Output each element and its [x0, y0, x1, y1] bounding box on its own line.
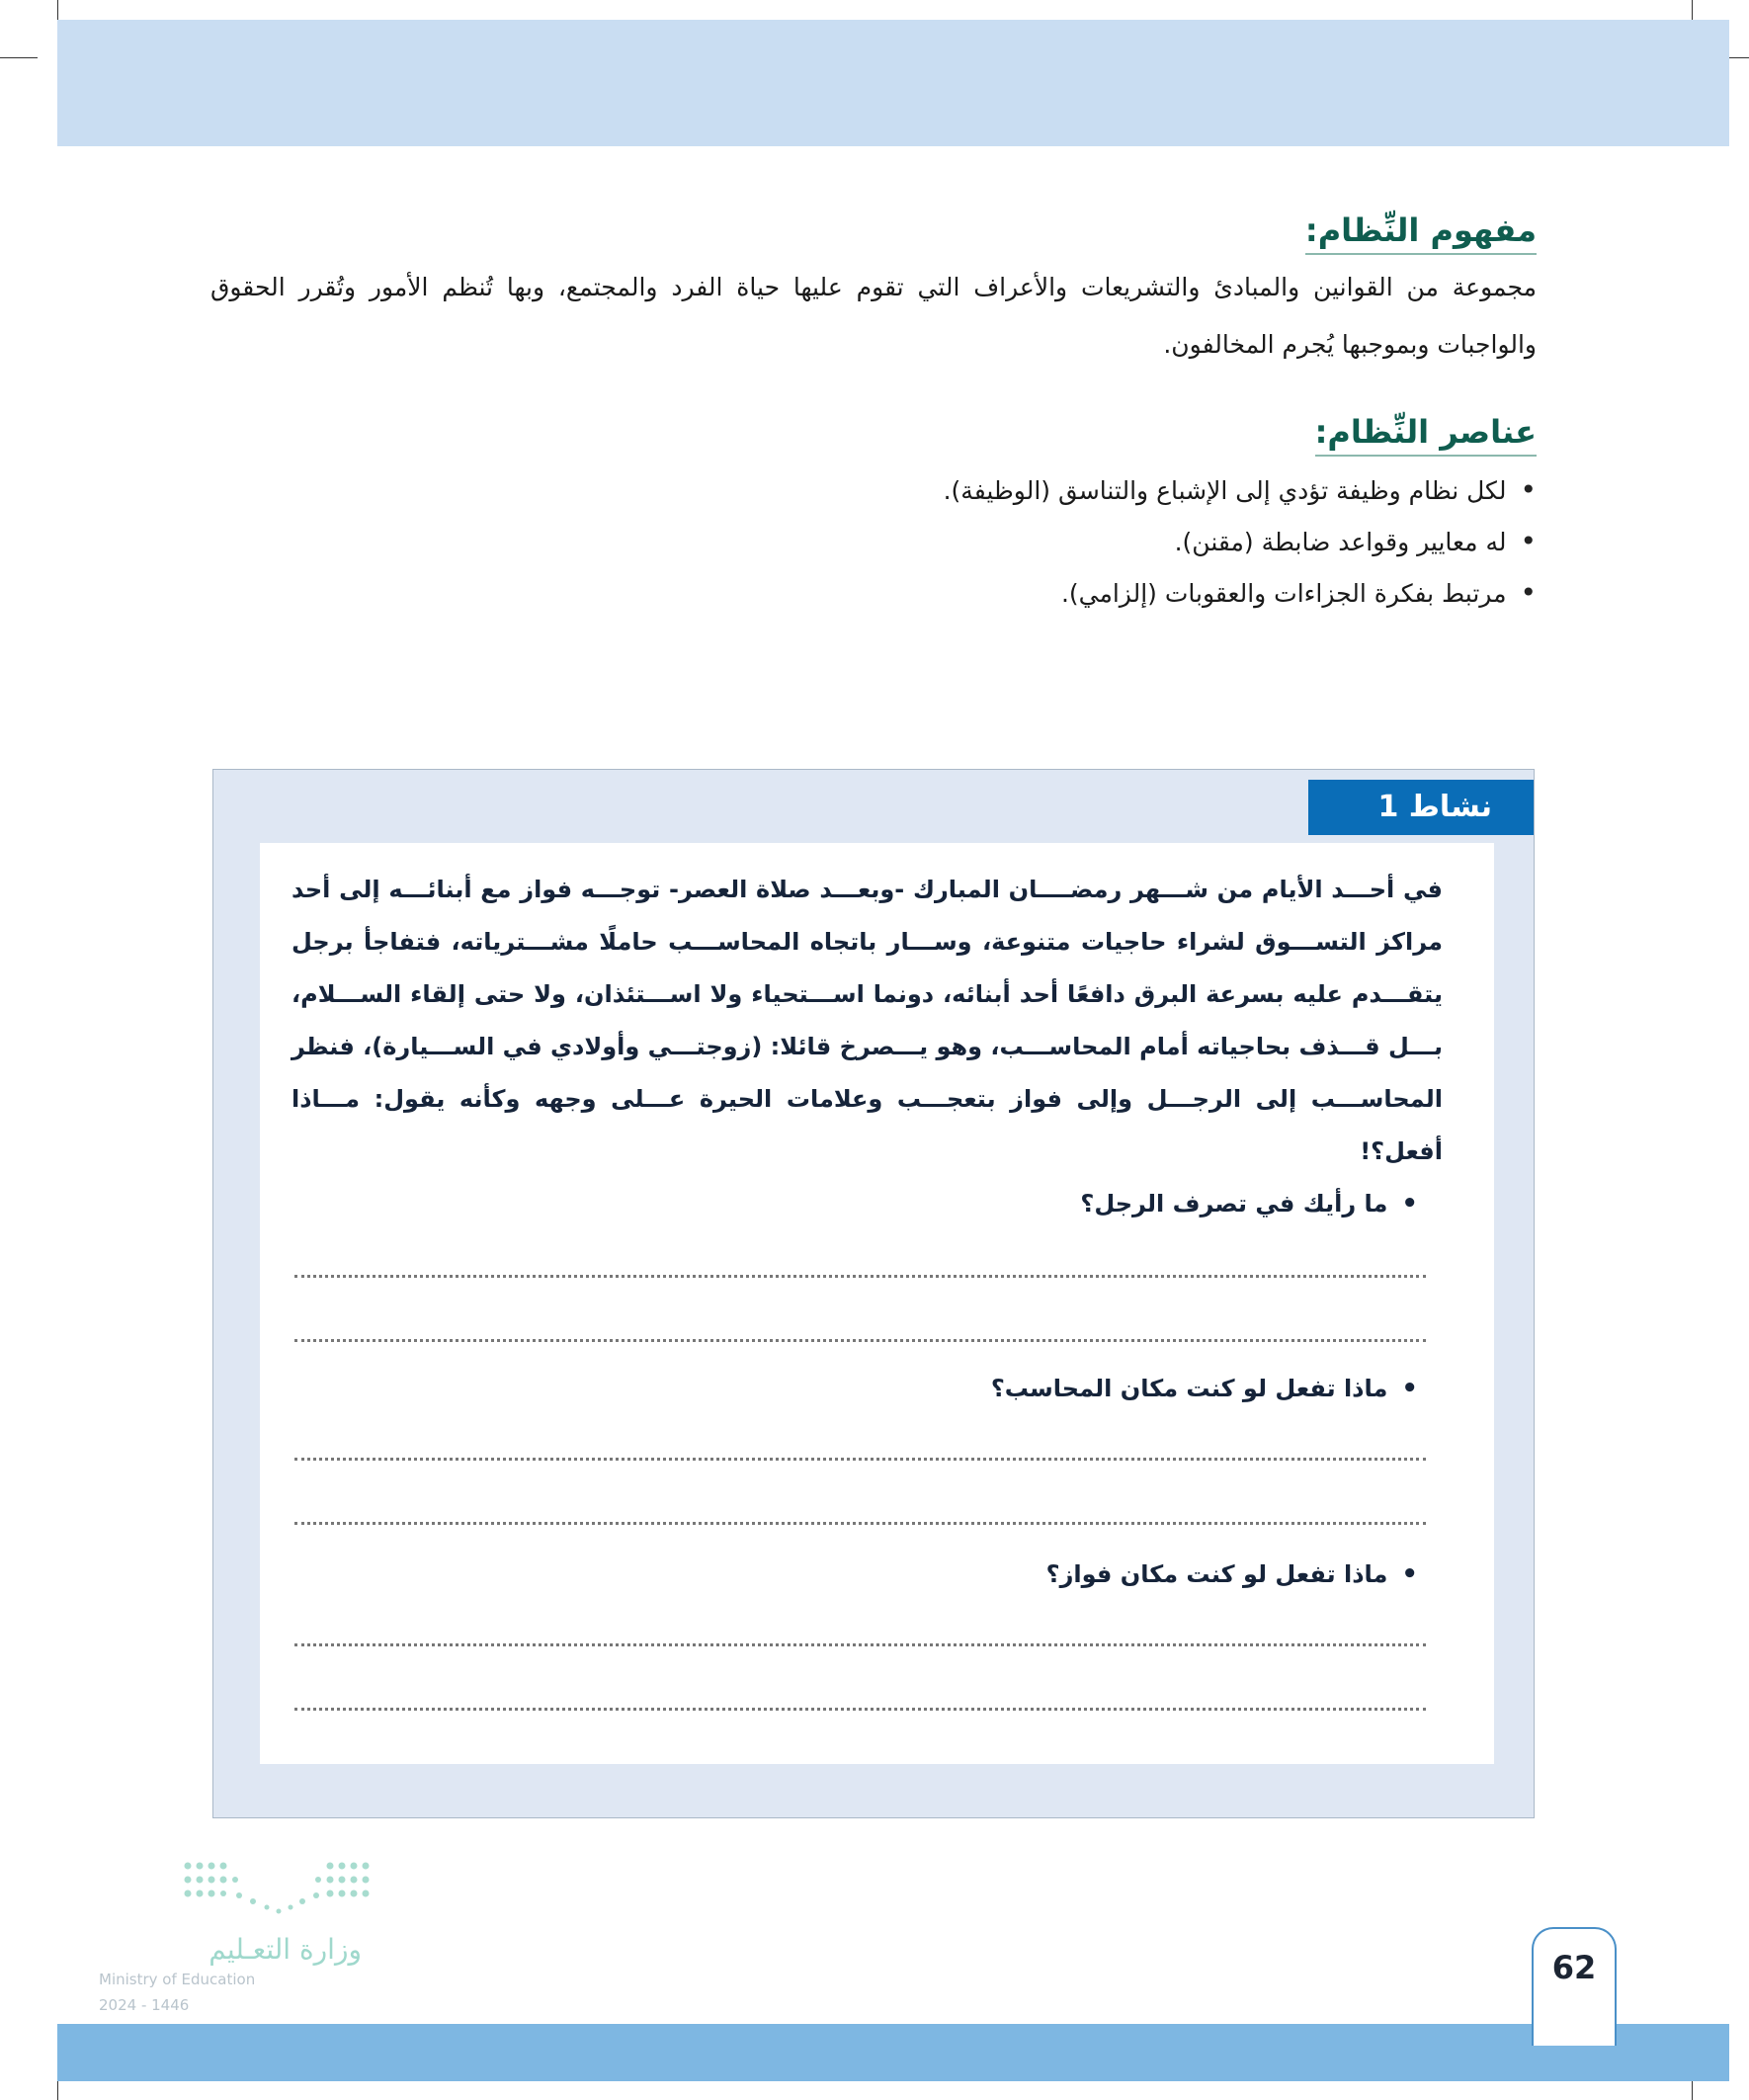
- header-band: [57, 20, 1729, 146]
- logo-dots-icon: [180, 1858, 447, 1925]
- question-2: • ماذا تفعل لو كنت مكان المحاسب؟: [991, 1374, 1418, 1403]
- answer-line[interactable]: [294, 1339, 1426, 1342]
- elements-list: [944, 464, 1537, 619]
- ministry-name-ar: وزارة التعـليم: [208, 1933, 362, 1966]
- question-3: • ماذا تفعل لو كنت مكان فواز؟: [1046, 1559, 1418, 1589]
- answer-line[interactable]: [294, 1458, 1426, 1461]
- answer-line[interactable]: [294, 1522, 1426, 1525]
- activity-story: في أحـــد الأيام من شـــهر رمضــــان المبارك -وبعـــد صلاة العصر- توجـــه فواز مع أبنائـــه إلى أحد مراكز التســـوق لشراء حاجيات متنوعة، وســـار باتجاه المحاســـب حاملًا مشـــترياته، فتفاجأ برجل يتقـــدم عليه بسرعة البرق دافعًا أحد أبنائه، دونما اســـتحياء ولا اســـتئذان، ولا حتى إلقاء الســـلام، بـــل قـــذف بحاجياته أمام المحاســـب، وهو يـــصرخ قائلا: (زوجتـــي وأولادي في الســـيارة)، فنظر المحاســـب إلى الرجـــل وإلى فواز بتعجـــب وعلامات الحيرة عـــلى وجهه وكأنه يقول: مـــاذا أفعل؟!: [292, 876, 1443, 1165]
- ministry-logo: [95, 1858, 381, 2046]
- answer-line[interactable]: [294, 1275, 1426, 1278]
- list-item: • لكل نظام وظيفة تؤدي إلى الإشباع والتناسق (الوظيفة).: [944, 464, 1537, 516]
- footer-band: [57, 2024, 1729, 2081]
- page-number: 62: [1551, 1949, 1597, 1986]
- concept-text: مجموعة من القوانين والمبادئ والتشريعات والأعراف التي تقوم عليها حياة الفرد والمجتمع، وبها تُنظم الأمور وتُقرر الحقوق والواجبات وبموجبها يُجرم المخالفون.: [210, 273, 1537, 359]
- answer-line[interactable]: [294, 1643, 1426, 1646]
- list-item: • مرتبط بفكرة الجزاءات والعقوبات (إلزامي).: [944, 567, 1537, 619]
- elements-heading: عناصر النِّظام:: [1315, 413, 1537, 457]
- ministry-name-en: Ministry of Education: [99, 1971, 256, 1988]
- list-item: • له معايير وقواعد ضابطة (مقنن).: [944, 516, 1537, 567]
- question-1: • ما رأيك في تصرف الرجل؟: [1080, 1189, 1418, 1218]
- answer-line[interactable]: [294, 1708, 1426, 1711]
- concept-heading: مفهوم النِّظام:: [1305, 211, 1537, 255]
- edition-year: 2024 - 1446: [99, 1996, 190, 2014]
- page-number-tab: [1532, 1927, 1617, 2046]
- activity-title: نشاط 1: [1308, 780, 1534, 835]
- crop-mark: [0, 57, 38, 58]
